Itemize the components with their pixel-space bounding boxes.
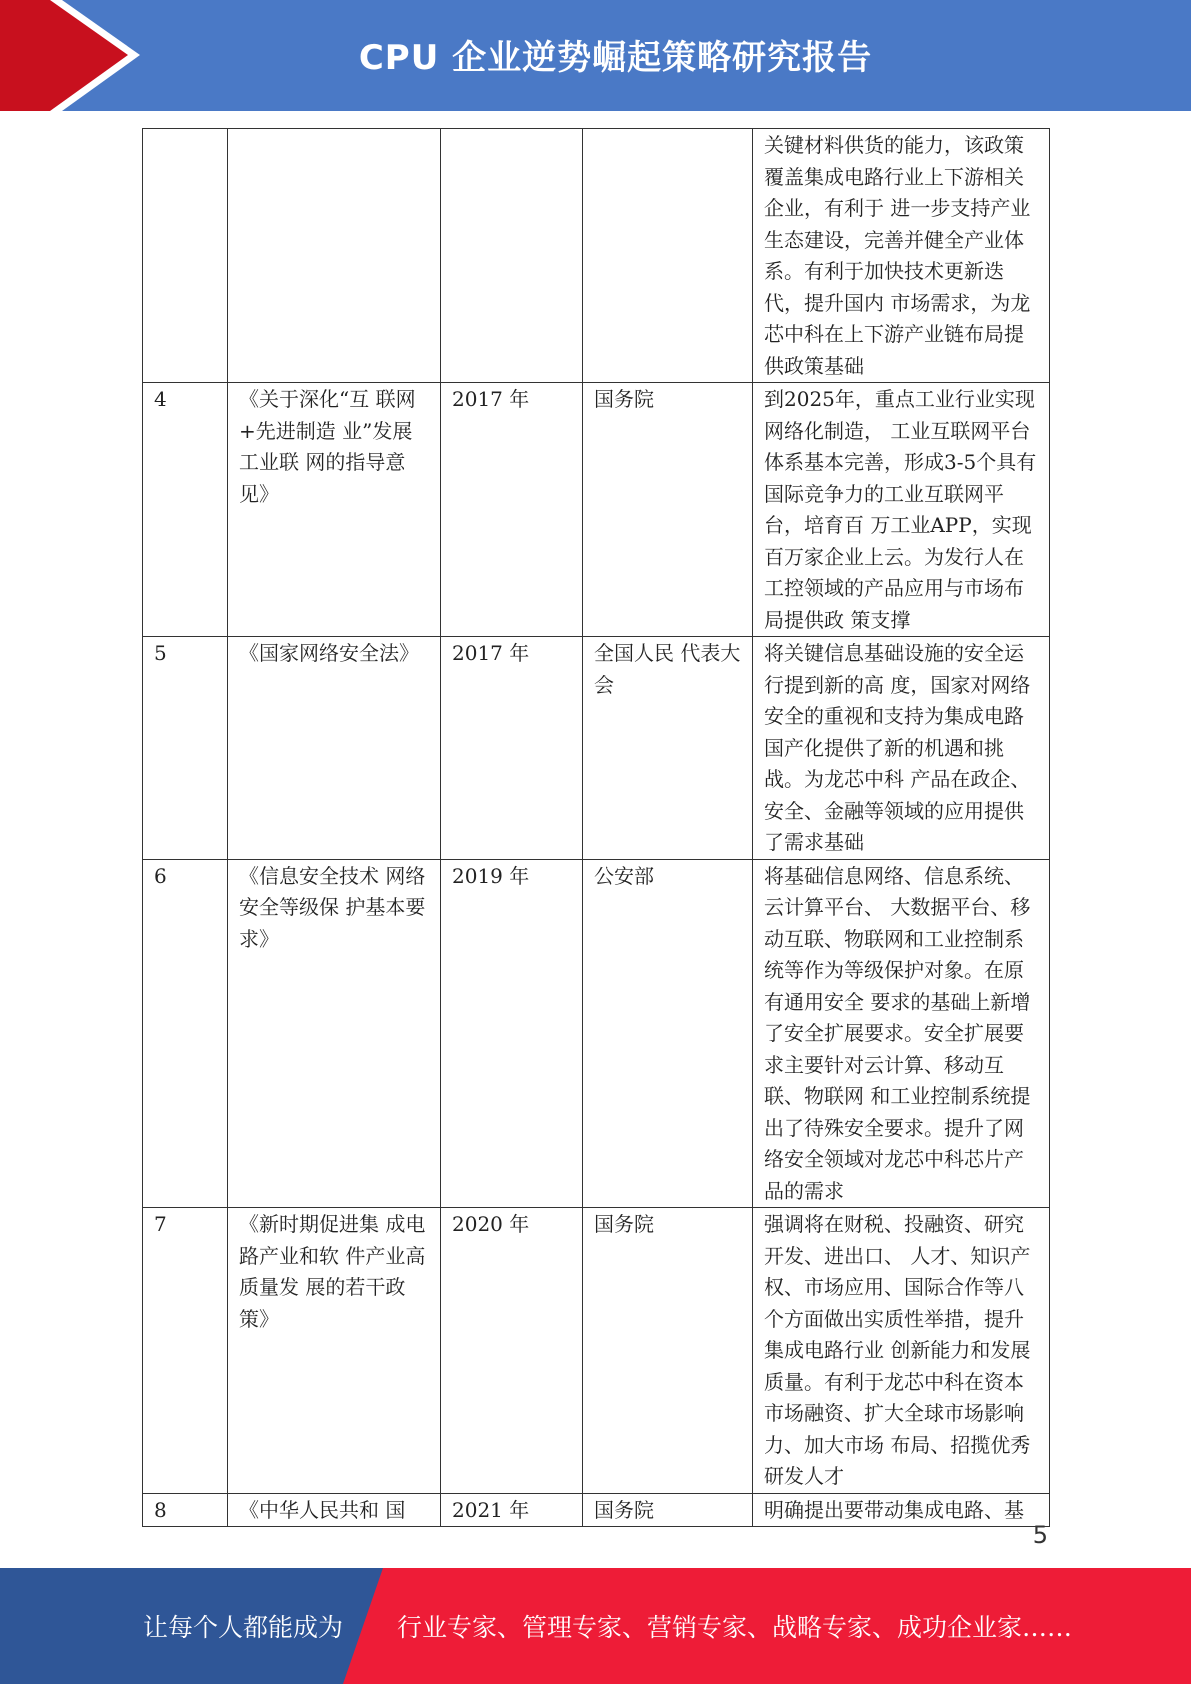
cell-no: 8 [143, 1493, 228, 1527]
cell-year: 2017 年 [441, 383, 583, 637]
cell-year: 2021 年 [441, 1493, 583, 1527]
cell-name: 《信息安全技术 网络安全等级保 护基本要求》 [228, 859, 441, 1208]
cell-year: 2019 年 [441, 859, 583, 1208]
cell-no: 5 [143, 637, 228, 860]
page-footer [0, 1568, 1191, 1684]
cell-content: 关键材料供货的能力，该政策覆盖集成电路行业上下游相关企业，有利于 进一步支持产业生态建设，完善并健全产业体系。有利于加快技术更新迭代，提升国内 市场需求，为龙芯中科在上下游产业链布局提 供政策基础 [753, 129, 1050, 383]
cell-name: 《关于深化“互 联网+先进制造 业”发展工业联 网的指导意见》 [228, 383, 441, 637]
table-row [143, 637, 1050, 860]
cell-content: 强调将在财税、投融资、研究开发、进出口、 人才、知识产权、市场应用、国际合作等八 个方面做出实质性举措，提升集成电路行业 创新能力和发展质量。有利于龙芯中科在资本 市场融资、扩大全球市场影响力、加大市场 布局、招揽优秀研发人才 [753, 1208, 1050, 1494]
footer-slogan-left: 让每个人都能成为 [143, 1613, 344, 1642]
cell-name: 《国家网络安全法》 [228, 637, 441, 860]
footer-slogan-right: 行业专家、管理专家、营销专家、战略专家、成功企业家…… [397, 1613, 1073, 1642]
page-header [0, 0, 1191, 111]
cell-no: 4 [143, 383, 228, 637]
cell-name [228, 129, 441, 383]
cell-dept: 国务院 [583, 1208, 753, 1494]
cell-content: 明确提出要带动集成电路、基 [753, 1493, 1050, 1527]
cell-year [441, 129, 583, 383]
cell-name: 《中华人民共和 国 [228, 1493, 441, 1527]
report-title: CPU 企业逆势崛起策略研究报告 [358, 38, 873, 78]
cell-no: 7 [143, 1208, 228, 1494]
cell-dept [583, 129, 753, 383]
table-row [143, 1208, 1050, 1494]
cell-dept: 公安部 [583, 859, 753, 1208]
table-row [143, 1493, 1050, 1527]
cell-no: 6 [143, 859, 228, 1208]
table-row [143, 129, 1050, 383]
table-row [143, 859, 1050, 1208]
page-number: 5 [1032, 1521, 1048, 1549]
cell-no [143, 129, 228, 383]
cell-year: 2017 年 [441, 637, 583, 860]
table-row [143, 383, 1050, 637]
policy-table [142, 128, 1050, 1527]
cell-dept: 国务院 [583, 383, 753, 637]
cell-name: 《新时期促进集 成电路产业和软 件产业高质量发 展的若干政策》 [228, 1208, 441, 1494]
cell-content: 到2025年，重点工业行业实现网络化制造， 工业互联网平台体系基本完善，形成3-5个具有国际竞争力的工业互联网平台，培育百 万工业APP，实现百万家企业上云。为发行人在工控领域的产品应用与市场布局提供政 策支撑 [753, 383, 1050, 637]
cell-year: 2020 年 [441, 1208, 583, 1494]
cell-dept: 全国人民 代表大会 [583, 637, 753, 860]
cell-content: 将基础信息网络、信息系统、云计算平台、 大数据平台、移动互联、物联网和工业控制系统等作为等级保护对象。在原有通用安全 要求的基础上新增了安全扩展要求。安全扩展要求主要针对云计算、移动互联、物联网 和工业控制系统提出了待殊安全要求。提升了网络安全领域对龙芯中科芯片产品的需求 [753, 859, 1050, 1208]
cell-content: 将关键信息基础设施的安全运行提到新的高 度，国家对网络安全的重视和支持为集成电路国产化提供了新的机遇和挑战。为龙芯中科 产品在政企、安全、金融等领域的应用提供 了需求基础 [753, 637, 1050, 860]
cell-dept: 国务院 [583, 1493, 753, 1527]
